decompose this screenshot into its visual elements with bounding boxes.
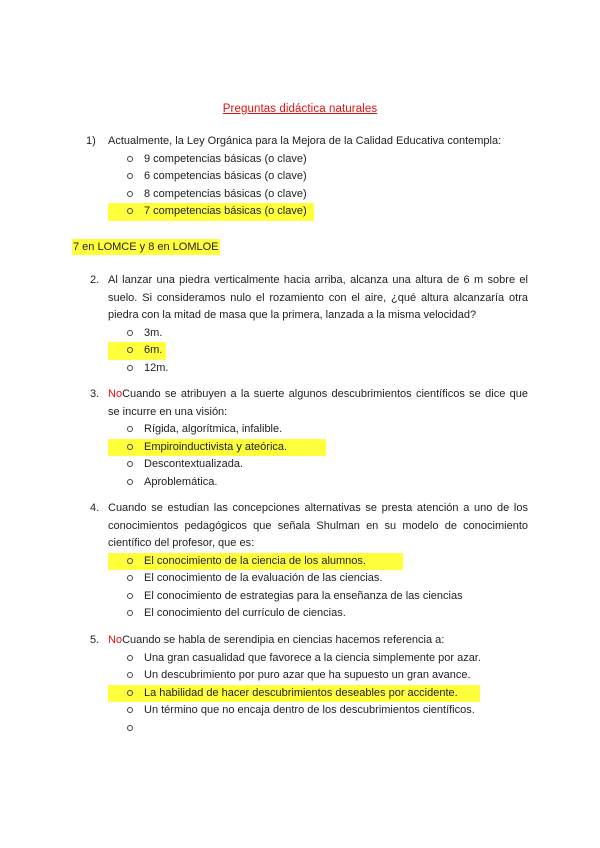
circle-bullet-icon [127, 365, 133, 371]
question-3 [90, 386, 528, 491]
option [108, 588, 528, 606]
option-correct [108, 685, 480, 703]
circle-bullet-icon [127, 558, 133, 564]
option-text: El conocimiento de la evaluación de las ciencias. [144, 572, 383, 584]
option-empty [108, 720, 528, 738]
question-2 [90, 272, 528, 377]
option-text: El conocimiento de estrategias para la enseñanza de las ciencias [144, 589, 463, 602]
option-text: Descontextualizada. [144, 458, 244, 470]
option [108, 605, 528, 623]
circle-bullet-icon [127, 725, 133, 731]
option [108, 360, 528, 378]
option-text: 8 competencias básicas (o clave) [144, 187, 307, 200]
option-text: Una gran casualidad que favorece a la ciencia simplemente por azar. [144, 651, 481, 664]
question-5-options [108, 650, 528, 738]
question-5-body: Cuando se habla de serendipia en ciencias hacemos referencia a: [122, 634, 445, 646]
option [108, 456, 528, 474]
option-correct [108, 203, 314, 221]
question-1-number: 1) [86, 135, 96, 147]
no-marker: No [108, 388, 123, 400]
page-title: Preguntas didáctica naturales [222, 103, 378, 115]
question-3-options [108, 421, 528, 491]
circle-bullet-icon [127, 593, 133, 599]
question-5-number: 5. [90, 634, 100, 646]
question-1-text: Actualmente, la Ley Orgánica para la Mejora de la Calidad Educativa contempla: [108, 135, 502, 147]
circle-bullet-icon [127, 330, 133, 336]
question-5 [90, 632, 528, 737]
question-3-body: Cuando se atribuyen a la suerte algunos descubrimientos científicos se dice que se incurre en una visión: [108, 388, 528, 418]
option [108, 702, 528, 720]
question-4 [90, 500, 528, 623]
question-5-text [108, 632, 528, 650]
circle-bullet-icon [127, 672, 133, 678]
option-text: 6 competencias básicas (o clave) [144, 170, 307, 182]
question-4-text: Cuando se estudian las concepciones alternativas se presta atención a uno de los conocimientos pedagógicos que señala Shulman en su modelo de conocimiento científico del profesor, que es: [108, 502, 528, 549]
circle-bullet-icon [127, 347, 133, 353]
question-1-options [108, 151, 528, 221]
question-4-options [108, 553, 528, 623]
circle-bullet-icon [127, 461, 133, 467]
option [108, 667, 528, 685]
option-correct [108, 342, 528, 360]
highlighted-note: 7 en LOMCE y 8 en LOMLOE [73, 241, 219, 253]
option-text: El conocimiento de la ciencia de los alumnos. [144, 554, 366, 567]
option-text: 9 competencias básicas (o clave) [144, 152, 307, 165]
circle-bullet-icon [127, 655, 133, 661]
no-marker: No [108, 634, 123, 646]
option [108, 186, 528, 204]
option-text: Empiroinductivista y ateórica. [144, 440, 288, 453]
option [108, 325, 528, 343]
option [108, 151, 528, 169]
question-2-text: Al lanzar una piedra verticalmente hacia arriba, alcanza una altura de 6 m sobre el suelo. Si consideramos nulo el rozamiento con el aire, ¿qué altura alcanzaría otra piedra con la mitad de masa que la primera, lanzada a la misma velocidad? [108, 274, 528, 321]
option-text: 12m. [144, 361, 169, 374]
option-text: Rígida, algorítmica, infalible. [144, 423, 283, 435]
circle-bullet-icon [127, 208, 133, 214]
option-text: La habilidad de hacer descubrimientos deseables por accidente. [144, 686, 458, 699]
option-correct [108, 439, 326, 457]
circle-bullet-icon [127, 575, 133, 581]
circle-bullet-icon [127, 479, 133, 485]
circle-bullet-icon [127, 707, 133, 713]
circle-bullet-icon [127, 690, 133, 696]
option-text: 3m. [144, 326, 163, 339]
option [108, 650, 528, 668]
question-4-number: 4. [90, 502, 100, 514]
circle-bullet-icon [127, 156, 133, 162]
option-text: 6m. [144, 344, 163, 356]
option-text: Un descubrimiento por puro azar que ha supuesto un gran avance. [144, 669, 471, 681]
circle-bullet-icon [127, 426, 133, 432]
option-text: El conocimiento del currículo de ciencias. [144, 607, 346, 619]
option [108, 168, 528, 186]
option-text: Aproblemática. [144, 475, 218, 488]
circle-bullet-icon [127, 610, 133, 616]
question-2-options [108, 325, 528, 378]
option-text: 7 competencias básicas (o clave) [144, 205, 307, 217]
option-correct [108, 553, 403, 571]
option-text: Un término que no encaja dentro de los descubrimientos científicos. [144, 704, 475, 716]
option [108, 421, 528, 439]
circle-bullet-icon [127, 444, 133, 450]
circle-bullet-icon [127, 191, 133, 197]
question-3-number: 3. [90, 388, 100, 400]
question-2-number: 2. [90, 274, 100, 286]
question-3-text [108, 386, 528, 421]
option [108, 570, 528, 588]
circle-bullet-icon [127, 173, 133, 179]
question-1 [86, 133, 528, 221]
option [108, 474, 528, 492]
